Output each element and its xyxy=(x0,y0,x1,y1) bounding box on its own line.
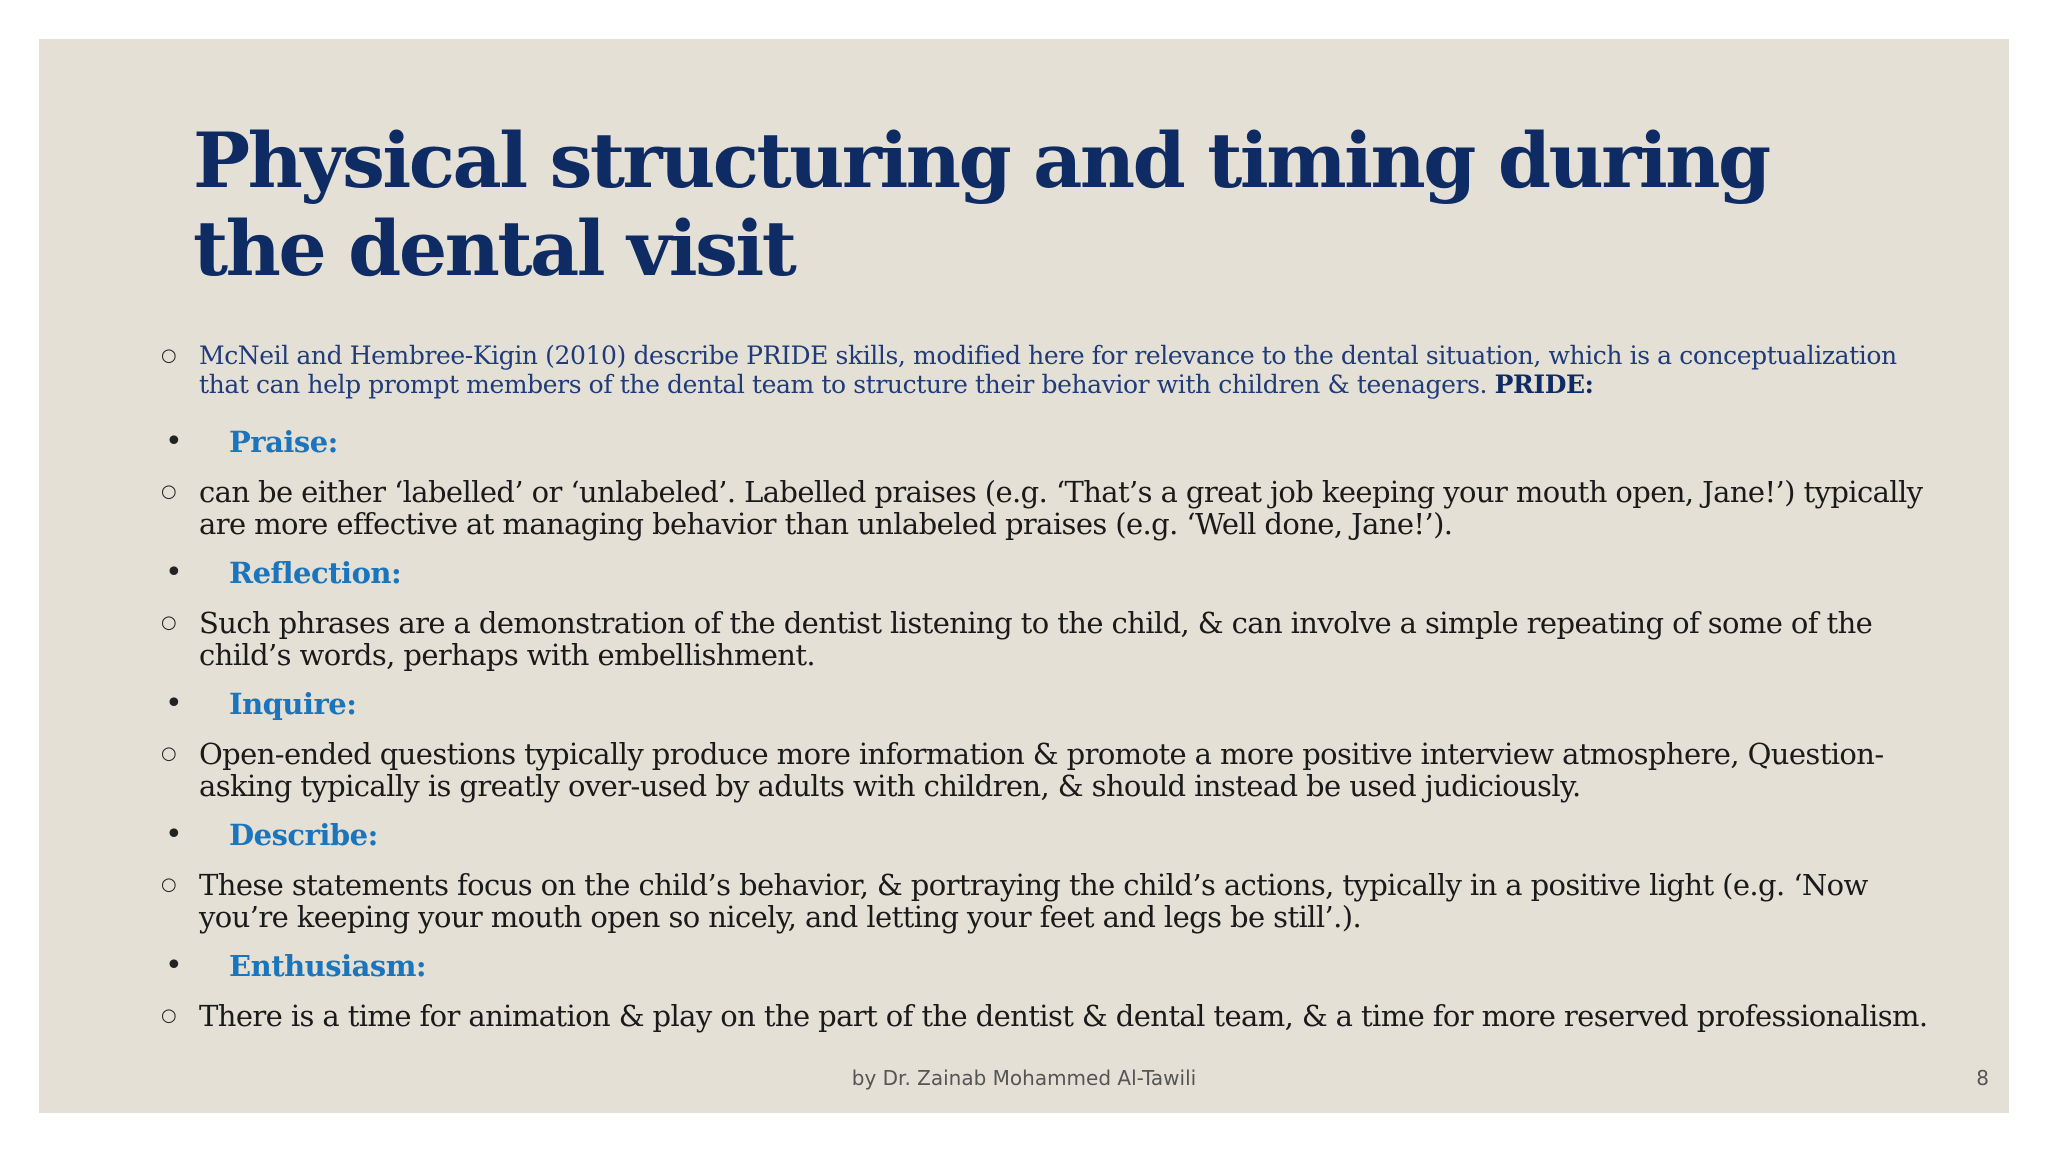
filled-dot-bullet-icon: • xyxy=(165,817,183,852)
filled-dot-bullet-icon: • xyxy=(165,424,183,459)
section-body-enthusiasm: There is a time for animation & play on the part of the dentist & dental team, & a time for more reserved professionalism. xyxy=(199,999,1928,1033)
slide-content xyxy=(155,339,1935,1045)
filled-dot-bullet-icon: • xyxy=(165,555,183,590)
section-body-inquire: Open-ended questions typically produce more information & promote a more positive interview atmosphere, Question-asking typically is greatly over-used by adults with children, & should instead be used judiciously. xyxy=(199,737,1884,803)
section-body-row xyxy=(155,868,1935,933)
section-heading-describe: Describe: xyxy=(229,818,378,852)
section-heading-reflection: Reflection: xyxy=(229,556,402,590)
section-heading-row xyxy=(155,814,1935,856)
intro-text: McNeil and Hembree-Kigin (2010) describe PRIDE skills, modified here for relevance to the dental situation, which is a conceptualization that can help prompt members of the dental team to structure their behavior with children & teenagers. xyxy=(199,341,1897,399)
section-body-row xyxy=(155,606,1935,671)
section-heading-row xyxy=(155,421,1935,463)
hollow-circle-bullet-icon: ○ xyxy=(161,743,177,764)
section-heading-enthusiasm: Enthusiasm: xyxy=(229,949,427,983)
section-body-praise: can be either ‘labelled’ or ‘unlabeled’. Labelled praises (e.g. ‘That’s a great job keeping your mouth open, Jane!’) typically are more effective at managing behavior than unlabeled praises (e.g. ‘Well done, Jane!’). xyxy=(199,475,1923,541)
section-body-describe: These statements focus on the child’s behavior, & portraying the child’s actions, typically in a positive light (e.g. ‘Now you’re keeping your mouth open so nicely, and letting your feet and legs be still’.). xyxy=(199,868,1868,934)
section-body-row xyxy=(155,737,1935,802)
filled-dot-bullet-icon: • xyxy=(165,686,183,721)
page-number: 8 xyxy=(1976,1066,1989,1090)
section-body-row xyxy=(155,999,1935,1033)
section-heading-inquire: Inquire: xyxy=(229,687,357,721)
slide xyxy=(39,39,2009,1113)
hollow-circle-bullet-icon: ○ xyxy=(161,1005,177,1026)
filled-dot-bullet-icon: • xyxy=(165,948,183,983)
section-heading-row xyxy=(155,683,1935,725)
section-body-reflection: Such phrases are a demonstration of the dentist listening to the child, & can involve a simple repeating of some of the child’s words, perhaps with embellishment. xyxy=(199,606,1873,672)
intro-emphasis: PRIDE: xyxy=(1494,370,1594,399)
slide-footer: by Dr. Zainab Mohammed Al-Tawili xyxy=(851,1066,1197,1090)
hollow-circle-bullet-icon: ○ xyxy=(161,345,177,366)
section-heading-row xyxy=(155,552,1935,594)
hollow-circle-bullet-icon: ○ xyxy=(161,612,177,633)
intro-paragraph xyxy=(199,339,1935,399)
section-heading-row xyxy=(155,945,1935,987)
hollow-circle-bullet-icon: ○ xyxy=(161,874,177,895)
slide-title: Physical structuring and timing during the dental visit xyxy=(193,116,1769,293)
section-heading-praise: Praise: xyxy=(229,425,338,459)
hollow-circle-bullet-icon: ○ xyxy=(161,481,177,502)
intro-item xyxy=(155,339,1935,399)
section-body-row xyxy=(155,475,1935,540)
